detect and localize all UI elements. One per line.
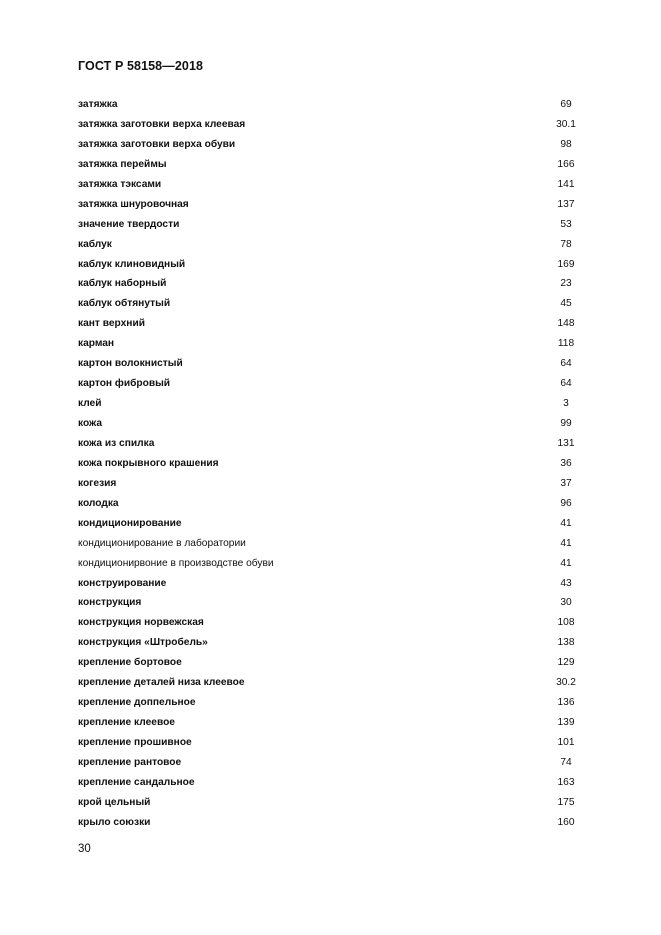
index-entry	[78, 554, 584, 574]
index-term: кожа из спилка	[78, 437, 155, 449]
index-reference-number: 166	[557, 158, 575, 170]
index-reference-number: 43	[560, 577, 572, 589]
index-entry	[78, 474, 584, 494]
index-reference-number: 108	[557, 617, 575, 629]
index-reference-number: 45	[560, 298, 572, 310]
index-entry	[78, 613, 584, 633]
index-entry	[78, 374, 584, 394]
index-reference-number: 64	[560, 358, 572, 370]
index-reference-number: 69	[560, 99, 572, 110]
index-entry	[78, 274, 584, 294]
index-entry	[78, 813, 584, 833]
index-entry	[78, 514, 584, 534]
index-entry	[78, 454, 584, 474]
index-term: кожа покрывного крашения	[78, 457, 219, 469]
index-reference-number: 131	[557, 437, 575, 449]
index-reference-number: 41	[560, 537, 572, 549]
index-reference-number: 37	[560, 477, 572, 489]
index-reference-number: 101	[557, 737, 575, 748]
index-term: картон волокнистый	[78, 358, 183, 370]
index-entry	[78, 115, 584, 135]
index-reference-number: 118	[557, 338, 575, 350]
index-reference-number: 78	[560, 238, 572, 250]
index-reference-number: 30	[560, 597, 572, 609]
index-term: крепление прошивное	[78, 737, 192, 748]
index-entry	[78, 593, 584, 613]
index-entry	[78, 95, 584, 115]
index-reference-number: 74	[560, 756, 572, 768]
index-reference-number: 96	[560, 497, 572, 509]
index-reference-number: 98	[560, 138, 572, 150]
index-term: затяжка	[78, 99, 118, 110]
index-entry	[78, 175, 584, 195]
index-term: конструкция норвежская	[78, 617, 204, 629]
index-entry	[78, 793, 584, 813]
index-term: крепление рантовое	[78, 756, 182, 768]
index-term: каблук клиновидный	[78, 258, 186, 270]
index-reference-number: 30.1	[556, 118, 576, 130]
index-entry	[78, 693, 584, 713]
index-entry	[78, 753, 584, 773]
index-term: значение твердости	[78, 218, 180, 230]
index-reference-number: 23	[560, 278, 572, 290]
index-entry	[78, 534, 584, 554]
document-header-title: ГОСТ Р 58158—2018	[78, 59, 204, 73]
index-entry	[78, 135, 584, 155]
index-reference-number: 30.2	[556, 677, 576, 689]
index-list	[78, 95, 584, 833]
page-number: 30	[78, 843, 91, 855]
index-reference-number: 3	[563, 398, 569, 410]
index-reference-number: 41	[560, 517, 572, 529]
index-reference-number: 148	[557, 318, 575, 330]
index-reference-number: 160	[557, 816, 575, 828]
index-term: когезия	[78, 477, 117, 489]
index-entry	[78, 713, 584, 733]
index-entry	[78, 653, 584, 673]
index-entry	[78, 235, 584, 255]
index-reference-number: 99	[560, 418, 572, 429]
index-entry	[78, 215, 584, 235]
index-entry	[78, 195, 584, 215]
index-entry	[78, 733, 584, 753]
index-term: кондиционирование	[78, 517, 182, 529]
index-term: каблук обтянутый	[78, 298, 171, 310]
index-term: крой цельный	[78, 796, 151, 808]
index-term: кожа	[78, 418, 103, 429]
index-entry	[78, 414, 584, 434]
index-reference-number: 141	[557, 178, 575, 190]
index-term: крепление деталей низа клеевое	[78, 677, 245, 689]
index-term: конструкция	[78, 597, 142, 609]
index-entry	[78, 394, 584, 414]
index-term: картон фибровый	[78, 378, 171, 390]
index-term: крепление сандальное	[78, 776, 195, 788]
index-reference-number: 139	[557, 717, 575, 729]
index-reference-number: 41	[560, 557, 572, 569]
index-term: крепление клеевое	[78, 717, 175, 729]
index-reference-number: 64	[560, 378, 572, 390]
index-term: колодка	[78, 497, 119, 509]
index-term: каблук	[78, 238, 112, 250]
index-reference-number: 36	[560, 457, 572, 469]
index-entry	[78, 434, 584, 454]
index-term: конструирование	[78, 577, 167, 589]
index-term: затяжка заготовки верха клеевая	[78, 118, 246, 130]
index-reference-number: 169	[557, 258, 575, 270]
index-reference-number: 138	[557, 637, 575, 649]
index-term: крыло союзки	[78, 816, 151, 828]
index-entry	[78, 574, 584, 594]
index-entry	[78, 294, 584, 314]
index-term: кант верхний	[78, 318, 145, 330]
index-reference-number: 163	[557, 776, 575, 788]
index-entry	[78, 314, 584, 334]
index-entry	[78, 155, 584, 175]
index-entry	[78, 673, 584, 693]
index-entry	[78, 354, 584, 374]
index-entry	[78, 494, 584, 514]
index-term: крепление доппельное	[78, 697, 196, 709]
index-term: карман	[78, 338, 115, 350]
index-term: крепление бортовое	[78, 657, 182, 669]
index-reference-number: 129	[557, 657, 575, 669]
index-entry	[78, 633, 584, 653]
index-term: кондиционирование в лаборатории	[78, 537, 246, 549]
index-term: каблук наборный	[78, 278, 167, 290]
index-term: клей	[78, 398, 102, 410]
index-term: затяжка тэксами	[78, 178, 162, 190]
index-term: затяжка шнуровочная	[78, 198, 189, 210]
index-term: конструкция «Штробель»	[78, 637, 208, 649]
index-term: кондиционирвоние в производстве обуви	[78, 557, 274, 569]
index-reference-number: 53	[560, 218, 572, 230]
index-reference-number: 175	[557, 796, 575, 808]
index-term: затяжка заготовки верха обуви	[78, 138, 236, 150]
index-entry	[78, 255, 584, 275]
index-entry	[78, 334, 584, 354]
index-entry	[78, 773, 584, 793]
index-reference-number: 137	[557, 198, 575, 210]
index-term: затяжка переймы	[78, 158, 167, 170]
index-reference-number: 136	[557, 697, 575, 709]
